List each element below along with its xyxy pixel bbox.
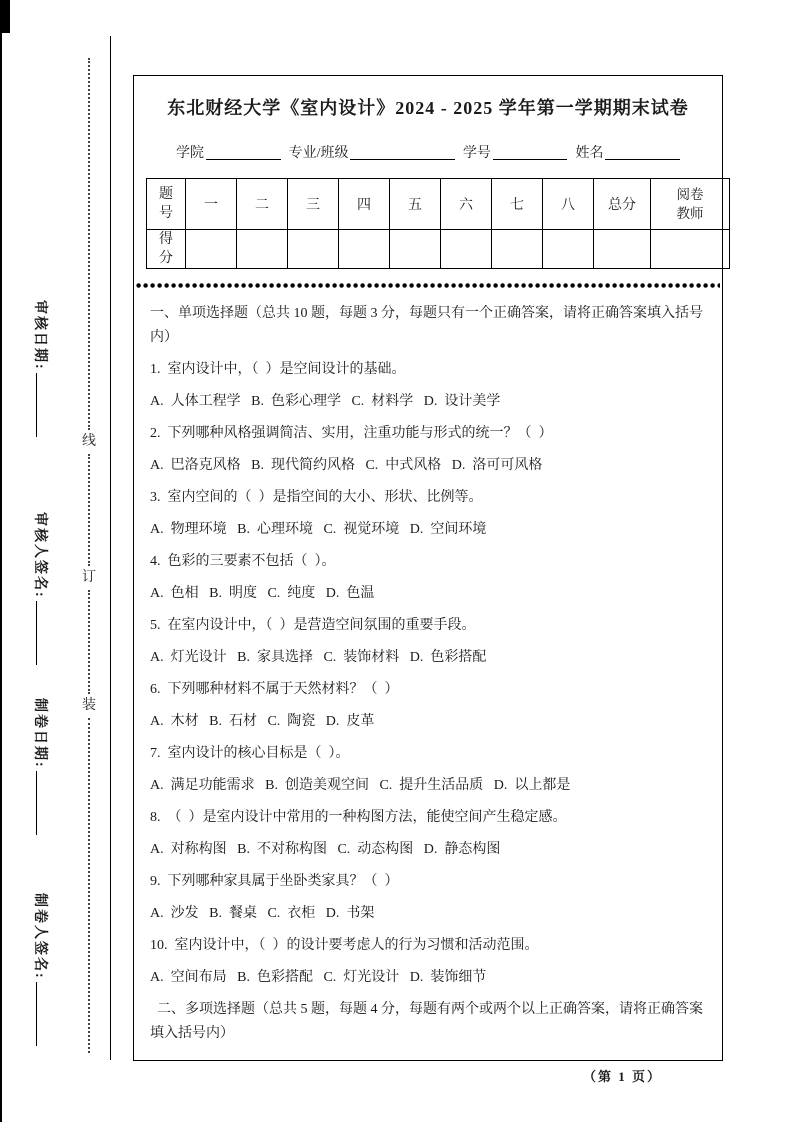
score-cell-3[interactable] xyxy=(288,230,339,269)
score-row xyxy=(147,230,730,269)
score-header-col-7: 七 xyxy=(492,179,543,230)
q1-options: A. 人体工程学 B. 色彩心理学 C. 材料学 D. 设计美学 xyxy=(150,394,501,409)
score-header-col-8: 八 xyxy=(543,179,594,230)
paper-maker-signature-group xyxy=(29,893,51,1046)
score-header-col-6: 六 xyxy=(441,179,492,230)
scan-corner-mark xyxy=(0,0,10,33)
score-cell-1[interactable] xyxy=(186,230,237,269)
paper-made-date-label: 制卷日期: xyxy=(32,698,47,769)
binding-line-segment xyxy=(88,718,90,1053)
q3-stem: 3. 室内空间的（ ）是指空间的大小、形状、比例等。 xyxy=(150,490,483,505)
paper-maker-signature-label: 制卷人签名: xyxy=(32,893,47,980)
review-date-group xyxy=(29,300,51,437)
student-id-label: 学号 xyxy=(462,146,491,161)
q5-options: A. 灯光设计 B. 家具选择 C. 装饰材料 D. 色彩搭配 xyxy=(150,650,487,665)
questions-area xyxy=(146,288,710,1046)
score-header-col-4: 四 xyxy=(339,179,390,230)
q4-options: A. 色相 B. 明度 C. 纯度 D. 色温 xyxy=(150,586,375,601)
score-cell-total[interactable] xyxy=(594,230,651,269)
q7-options: A. 满足功能需求 B. 创造美观空间 C. 提升生活品质 D. 以上都是 xyxy=(150,778,571,793)
q7-stem: 7. 室内设计的核心目标是（ ）。 xyxy=(150,746,350,761)
score-row-label-text: 得分 xyxy=(159,232,173,266)
score-cell-6[interactable] xyxy=(441,230,492,269)
review-date-blank[interactable] xyxy=(36,373,51,437)
score-cell-2[interactable] xyxy=(237,230,288,269)
q2-stem: 2. 下列哪种风格强调简洁、实用，注重功能与形式的统一？（ ） xyxy=(150,426,553,441)
score-cell-grader[interactable] xyxy=(651,230,730,269)
section-2-heading: 二、多项选择题（总共 5 题，每题 4 分，每题有两个或两个以上正确答案，请将正确答案填入括号内） xyxy=(150,1002,703,1041)
name-label: 姓名 xyxy=(575,146,604,161)
score-header-col-1: 一 xyxy=(186,179,237,230)
q8-options: A. 对称构图 B. 不对称构图 C. 动态构图 D. 静态构图 xyxy=(150,842,501,857)
paper-made-date-blank[interactable] xyxy=(36,771,51,835)
q2-options: A. 巴洛克风格 B. 现代简约风格 C. 中式风格 D. 洛可可风格 xyxy=(150,458,543,473)
major-class-label: 专业/班级 xyxy=(288,146,349,161)
binding-char-ding: 订 xyxy=(82,570,96,585)
score-table xyxy=(146,178,730,269)
review-date-label: 审核日期: xyxy=(32,300,47,371)
margin-divider-line xyxy=(110,36,111,1060)
score-cell-4[interactable] xyxy=(339,230,390,269)
binding-char-xian: 线 xyxy=(82,434,96,449)
binding-line-segment xyxy=(88,58,90,430)
score-cell-7[interactable] xyxy=(492,230,543,269)
score-header-question-no xyxy=(147,179,186,230)
section-1-heading: 一、单项选择题（总共 10 题，每题 3 分，每题只有一个正确答案，请将正确答案填入括号内） xyxy=(150,306,703,345)
page-number: （第 1 页） xyxy=(583,1069,663,1084)
q8-stem: 8. （ ）是室内设计中常用的一种构图方法，能使空间产生稳定感。 xyxy=(150,810,567,825)
paper-maker-signature-blank[interactable] xyxy=(36,982,51,1046)
q1-stem: 1. 室内设计中，（ ）是空间设计的基础。 xyxy=(150,362,406,377)
exam-sheet xyxy=(133,75,723,1061)
score-header-col-2: 二 xyxy=(237,179,288,230)
reviewer-signature-blank[interactable] xyxy=(36,601,51,665)
binding-line xyxy=(80,58,98,1053)
exam-title: 东北财经大学《室内设计》2024 - 2025 学年第一学期期末试卷 xyxy=(167,98,689,118)
paper-made-date-group xyxy=(29,698,51,835)
q10-stem: 10. 室内设计中，（ ）的设计要考虑人的行为习惯和活动范围。 xyxy=(150,938,539,953)
score-header-col-3: 三 xyxy=(288,179,339,230)
score-header-grader xyxy=(651,179,730,230)
binding-line-segment xyxy=(88,454,90,566)
binding-char-zhuang: 装 xyxy=(82,698,96,713)
name-blank[interactable] xyxy=(605,143,680,160)
student-id-blank[interactable] xyxy=(493,143,568,160)
q4-stem: 4. 色彩的三要素不包括（ ）。 xyxy=(150,554,336,569)
score-row-label-cell xyxy=(147,230,186,269)
score-header-total: 总分 xyxy=(594,179,651,230)
college-blank[interactable] xyxy=(206,143,281,160)
score-header-question-no-text: 题号 xyxy=(159,187,173,221)
score-table-header-row xyxy=(147,179,730,230)
student-info-row xyxy=(176,142,688,162)
score-cell-8[interactable] xyxy=(543,230,594,269)
q6-options: A. 木材 B. 石材 C. 陶瓷 D. 皮革 xyxy=(150,714,375,729)
score-header-grader-text: 阅卷教师 xyxy=(676,187,704,221)
q10-options: A. 空间布局 B. 色彩搭配 C. 灯光设计 D. 装饰细节 xyxy=(150,970,487,985)
college-label: 学院 xyxy=(176,146,204,161)
score-cell-5[interactable] xyxy=(390,230,441,269)
score-header-col-5: 五 xyxy=(390,179,441,230)
q6-stem: 6. 下列哪种材料不属于天然材料？（ ） xyxy=(150,682,399,697)
q3-options: A. 物理环境 B. 心理环境 C. 视觉环境 D. 空间环境 xyxy=(150,522,487,537)
binding-line-segment xyxy=(88,590,90,694)
reviewer-signature-label: 审核人签名: xyxy=(32,512,47,599)
major-class-blank[interactable] xyxy=(350,143,454,160)
q9-stem: 9. 下列哪种家具属于坐卧类家具？（ ） xyxy=(150,874,399,889)
q9-options: A. 沙发 B. 餐桌 C. 衣柜 D. 书架 xyxy=(150,906,375,921)
q5-stem: 5. 在室内设计中，（ ）是营造空间氛围的重要手段。 xyxy=(150,618,476,633)
reviewer-signature-group xyxy=(29,512,51,665)
scan-edge-line xyxy=(0,0,2,1122)
